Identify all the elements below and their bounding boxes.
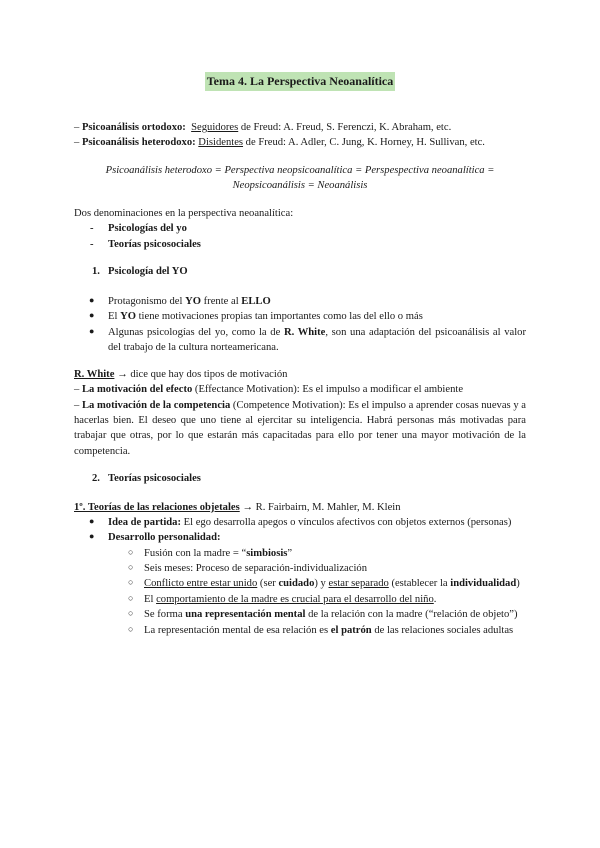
equation-line-2: Neopsicoanálisis = Neoanálisis [232,180,368,192]
text: Seis meses: Proceso de separación-individualización [144,563,367,575]
list-item [74,325,526,356]
section-2-title: Teorías psicosociales [108,473,201,484]
text: El [108,311,121,323]
bold-text: el patrón [330,624,372,636]
list-item [74,592,526,607]
text: ” [287,547,293,559]
list-item [74,530,526,545]
text: (establecer la [388,578,451,590]
text: frente al [201,296,242,307]
orthodox-rest: de Freud: A. Freud, S. Ferenczi, K. Abraham, etc. [238,122,452,133]
bold-text: individualidad [450,578,517,590]
list-item [74,576,526,591]
text: ) [516,578,520,590]
heterodox-label: Psicoanálisis heterodoxo: [81,137,196,149]
motivation-effect [74,382,526,397]
text: Algunas psicologías del yo, como la de [108,326,284,338]
text: Se forma [144,609,186,621]
text: . [433,593,437,605]
white-intro [74,367,526,382]
denominations-intro: Dos denominaciones en la perspectiva neoanalítica: [74,208,294,219]
psychoanalysis-types [74,120,526,151]
bullet-icon: ● [89,325,95,336]
bold-text: simbiosis [246,547,288,559]
heterodox-line [74,135,526,150]
white-intro-text: dice que hay dos tipos de motivación [130,369,288,380]
heterodox-rest: de Freud: A. Adler, C. Jung, K. Horney, H. Sullivan, etc. [243,137,485,149]
denominations-block [74,206,526,252]
object-relations-heading [74,500,526,515]
heterodox-dissidents: Disidentes [198,137,244,149]
text: El ego desarrolla apegos o vínculos afectivos con objetos externos (personas) [180,517,512,528]
bold-text: YO [185,296,201,307]
dash: – [74,399,82,411]
bold-text: ELLO [241,296,271,307]
object-relations-title: 1º. Teorías de las relaciones objetales [74,502,240,513]
bold-text: YO [120,311,136,323]
bullet-icon: ● [89,295,95,305]
text: (ser [257,578,279,590]
orthodox-line [74,120,526,135]
list-item [74,294,526,309]
title-container [0,72,600,91]
text: ) y [314,578,329,590]
underlined-text: comportamiento de la madre es crucial para el desarrollo del niño [156,593,434,605]
list-item [74,309,526,324]
document-title: Tema 4. La Perspectiva Neoanalítica [205,72,396,91]
text: de la relación con la madre (“relación de objeto”) [305,609,518,621]
equation-line-1: Psicoanálisis heterodoxo = Perspectiva neopsicoanalítica = Perspespectiva neoanalítica = [105,165,495,176]
list-item [74,623,526,638]
text: Fusión con la madre = “ [144,547,247,559]
underlined-text: estar separado [328,578,389,590]
text: de las relaciones sociales adultas [371,624,514,636]
object-relations-list [74,515,526,638]
section-1-number: 1. [92,266,100,277]
white-block [74,367,526,459]
section-1-heading [74,264,526,279]
orthodox-prefix: – [74,122,82,133]
arrow-icon: → [239,502,256,513]
bold-text: cuidado [278,578,315,590]
bold-text: Idea de partida: [108,517,181,528]
text: tiene motivaciones propias tan importantes como las del ello o más [135,311,423,323]
bold-text: R. White [283,326,326,338]
orthodox-followers: Seguidores [191,122,239,133]
orthodox-label: Psicoanálisis ortodoxo: [81,122,186,133]
text: El [144,593,157,605]
circle-bullet-icon: ○ [128,623,134,634]
arrow-icon: → [114,369,131,380]
circle-bullet-icon: ○ [128,592,134,603]
list-item [74,515,526,530]
motivation-competence [74,398,526,459]
list-item: - Teorías psicosociales [74,237,526,252]
object-relations-authors: R. Fairbairn, M. Mahler, M. Klein [255,502,401,513]
list-item [74,546,526,561]
bold-text: La motivación de la competencia [81,399,231,411]
text: (Effectance Motivation): Es el impulso a modificar el ambiente [192,384,464,396]
bold-text: Desarrollo personalidad: [108,532,221,544]
bullet-icon: ● [89,310,95,321]
white-name: R. White [74,369,115,380]
circle-bullet-icon: ○ [128,577,134,588]
heterodox-prefix: – [74,137,82,149]
circle-bullet-icon: ○ [128,608,134,619]
bullet-icon: ● [89,531,95,542]
bullet-icon: ● [89,516,95,526]
denominations-list [74,221,526,252]
dash: – [74,384,82,396]
section-2-heading [74,471,526,486]
section-2-number: 2. [92,473,100,484]
circle-bullet-icon: ○ [128,562,134,573]
section-1-bullets [74,294,526,355]
underlined-text: Conflicto entre estar unido [144,578,258,590]
circle-bullet-icon: ○ [128,546,134,557]
equation-block [74,163,526,194]
text: Protagonismo del [108,296,186,307]
list-item: - Psicologías del yo [74,221,526,236]
list-item [74,607,526,622]
bold-text: una representación mental [185,609,306,621]
text: La representación mental de esa relación es [144,624,331,636]
text: (Competence Motivation): Es el impulso a aprender cosas nuevas y a hacerlas bien. El deseo que uno tiene al ejercitar su inteligencia. Habrá personas más motivadas para trabajar que otras, por lo que estarán más capacitadas para ello por tener una mayor motivación de la competencia. [74,399,526,457]
list-item [74,561,526,576]
text: , son una adaptación del psicoanálisis al valor del trabajo de la cultura norteamericana. [108,326,526,354]
bold-text: La motivación del efecto [81,384,193,396]
section-1-title: Psicología del YO [108,266,188,277]
